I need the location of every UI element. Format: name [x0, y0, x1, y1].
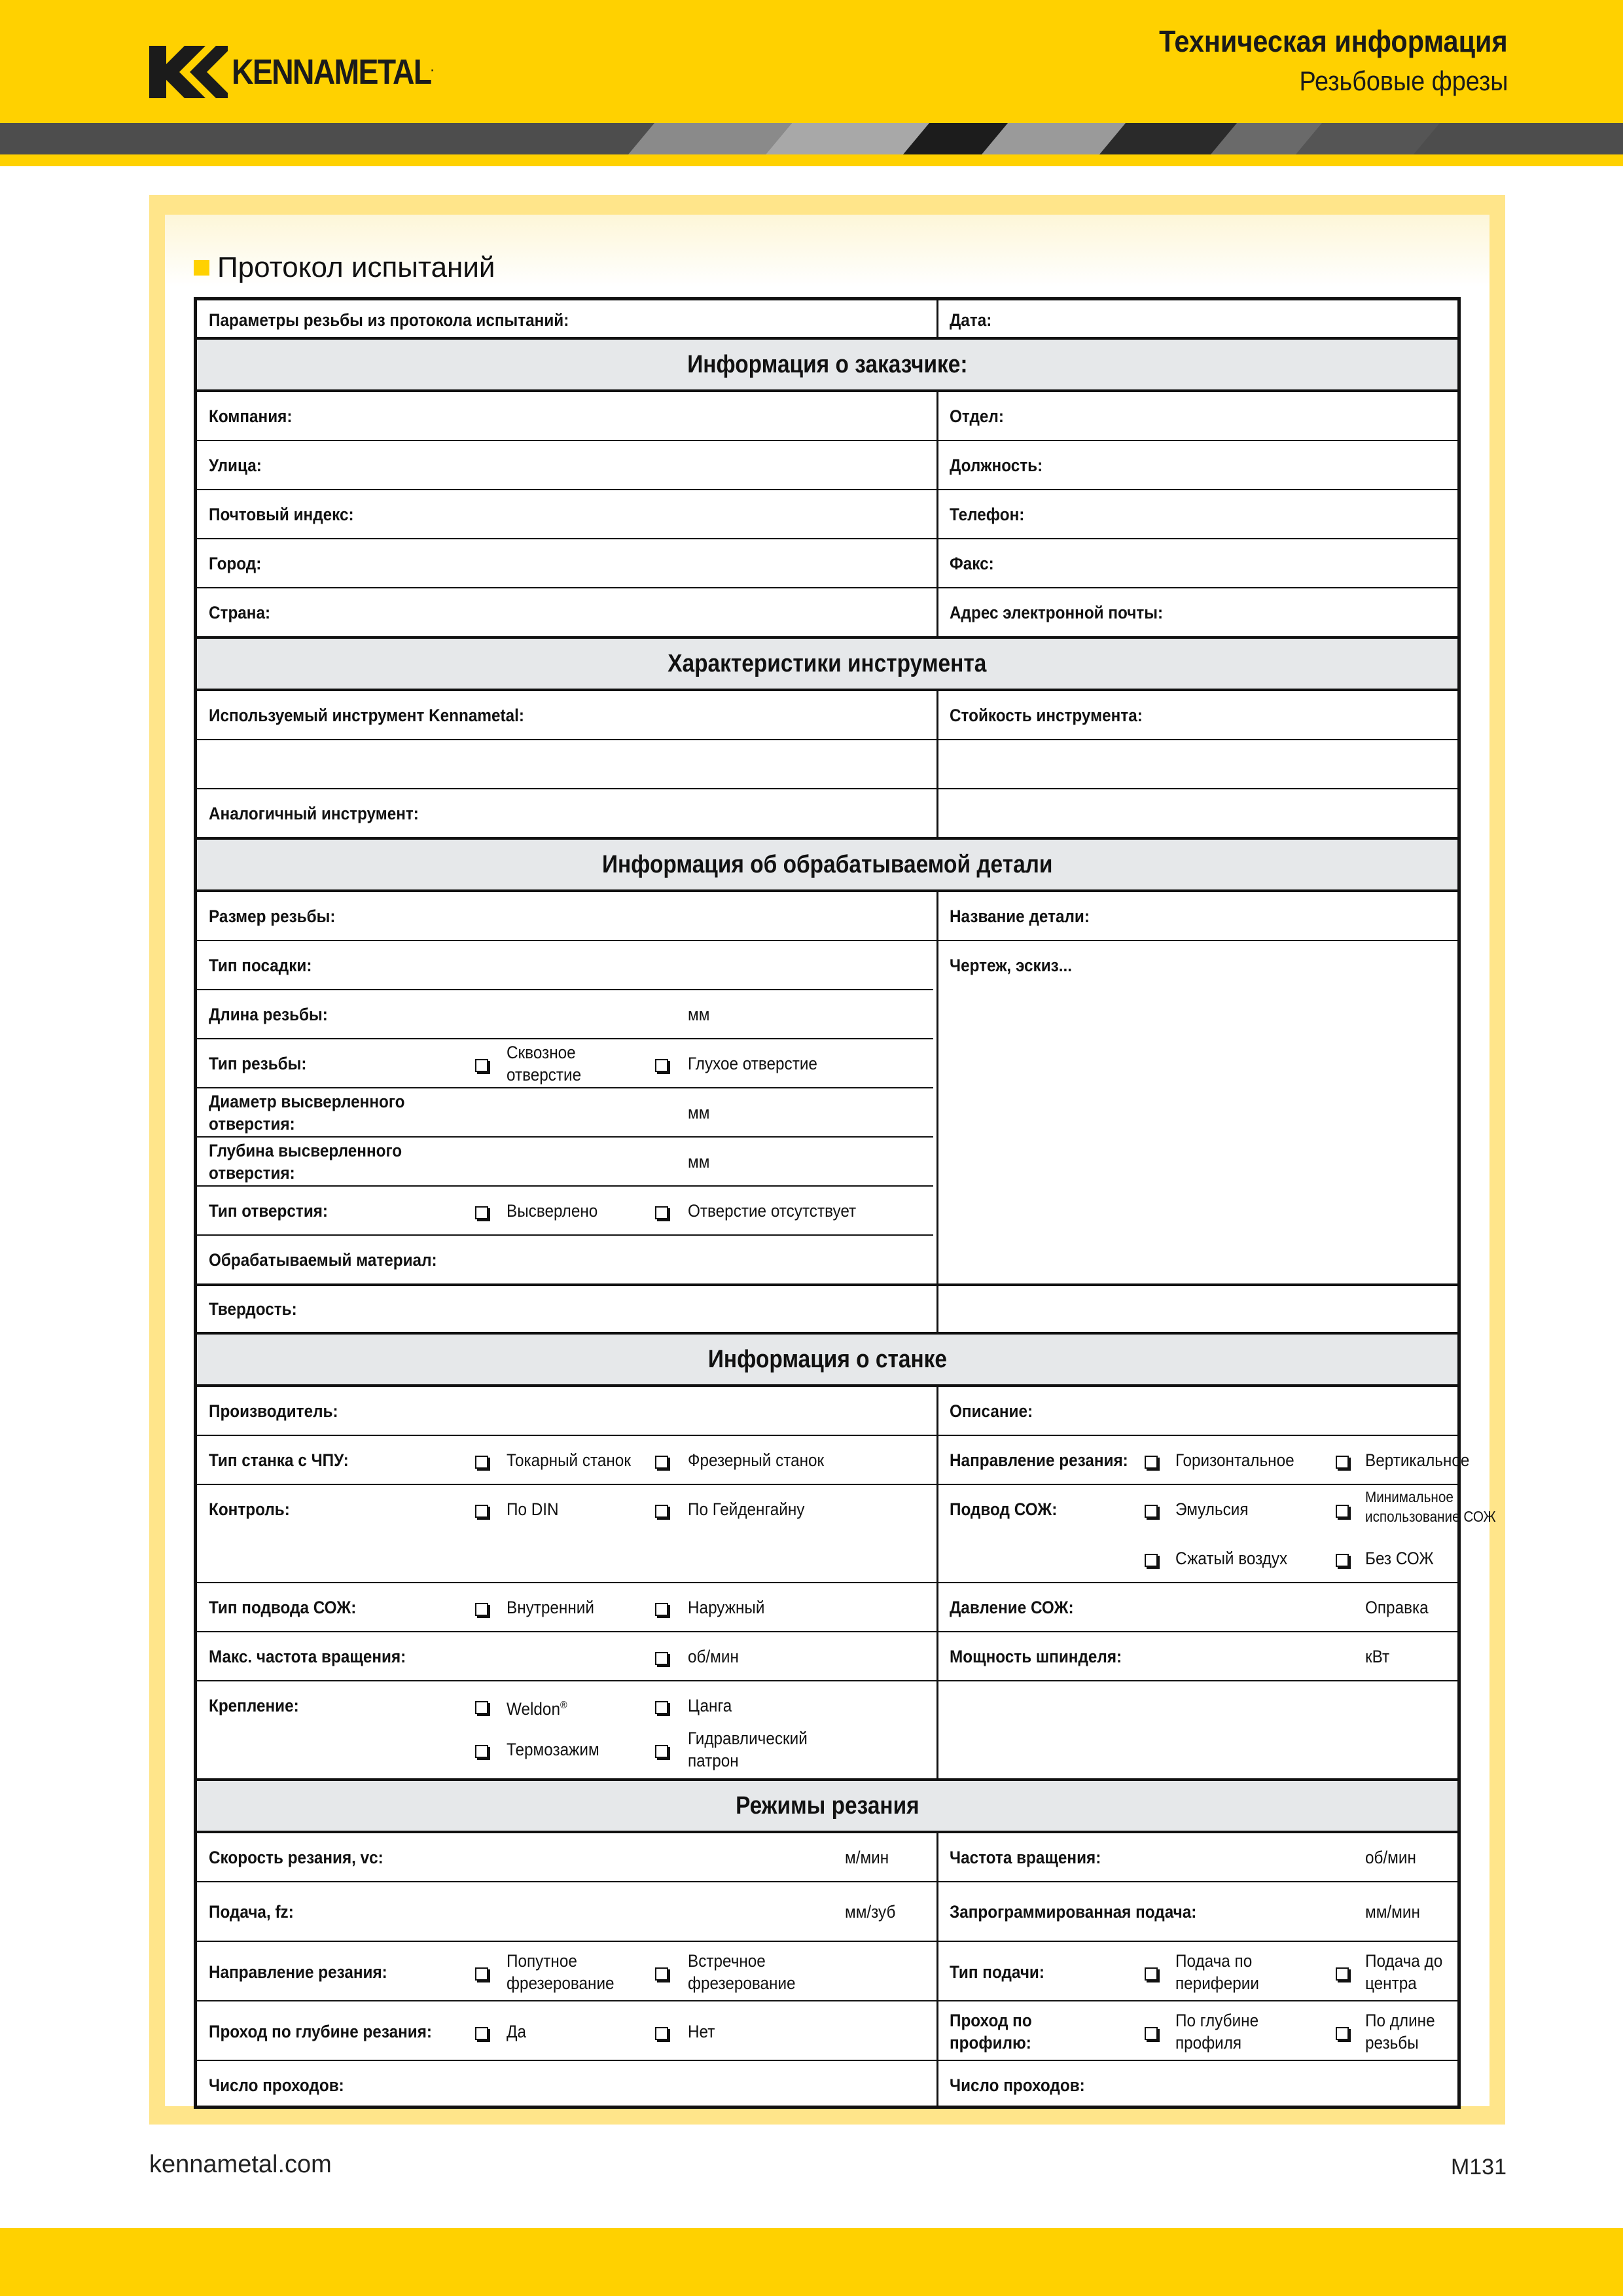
heidenhain-label: По Гейденгайну: [688, 1499, 805, 1519]
section-workpiece-heading: Информация об обрабатываемой детали: [601, 850, 1053, 878]
stripe-pattern: [0, 123, 1623, 154]
external-checkbox[interactable]: [655, 1603, 668, 1616]
collet-label: Цанга: [688, 1696, 732, 1715]
section-cutting: [197, 1781, 1457, 1833]
row-clamping: [197, 1681, 1457, 1781]
company-field[interactable]: Компания:: [209, 406, 293, 426]
shrink-fit-label: Термозажим: [507, 1740, 599, 1759]
section-cutting-heading: Режимы резания: [735, 1791, 919, 1820]
heidenhain-checkbox[interactable]: [655, 1505, 668, 1518]
header-stripe-bottom: [0, 154, 1623, 166]
no-coolant-checkbox[interactable]: [1336, 1554, 1349, 1567]
header-title: Техническая информация: [1159, 24, 1508, 58]
internal-label: Внутренний: [507, 1598, 594, 1617]
vertical-label: Вертикальное: [1365, 1450, 1470, 1470]
conventional-milling-checkbox[interactable]: [655, 1967, 668, 1981]
no-checkbox[interactable]: [655, 2027, 668, 2040]
internal-checkbox[interactable]: [475, 1603, 488, 1616]
drilled-depth-unit: мм: [688, 1152, 710, 1172]
row-company: [197, 392, 1457, 441]
divider: [936, 300, 938, 340]
rotation-speed-field[interactable]: Частота вращения:: [950, 1848, 1101, 1867]
drilled-diameter-label-1: Диаметр высверленного: [209, 1092, 405, 1111]
mm-tooth-unit: мм/зуб: [845, 1902, 896, 1922]
hydraulic-label-1: Гидравлический: [688, 1729, 808, 1748]
section-workpiece: [197, 840, 1457, 892]
row-postal: [197, 490, 1457, 539]
email-field[interactable]: Адрес электронной почты:: [950, 603, 1164, 622]
by-length-checkbox[interactable]: [1336, 2027, 1349, 2040]
coolant-type-label: Тип подвода СОЖ:: [209, 1598, 357, 1617]
m-min-unit: м/мин: [845, 1848, 889, 1867]
center-feed-checkbox[interactable]: [1336, 1967, 1349, 1981]
row-thread-size: [197, 892, 1457, 941]
drilled-depth-label-1: Глубина высверленного: [209, 1141, 402, 1160]
mql-label-1: Минимальное: [1365, 1488, 1454, 1505]
form-inner: [165, 215, 1496, 2106]
row-coolant-type: [197, 1583, 1457, 1632]
cutting-speed-field[interactable]: Скорость резания, vc:: [209, 1848, 383, 1867]
drawing-area[interactable]: Чертеж, эскиз...: [950, 956, 1072, 975]
thread-size-field[interactable]: Размер резьбы:: [209, 906, 336, 926]
passes-field-right[interactable]: Число проходов:: [950, 2075, 1085, 2095]
profile-pass-label-1: Проход по: [950, 2011, 1032, 2030]
section-machine-heading: Информация о станке: [707, 1345, 947, 1373]
divider: [936, 392, 938, 639]
by-depth-label-2: профиля: [1175, 2033, 1242, 2053]
by-length-label-2: резьбы: [1365, 2033, 1419, 2053]
emulsion-checkbox[interactable]: [1145, 1505, 1158, 1518]
drilled-label: Высверлено: [507, 1201, 598, 1221]
climb-milling-label-2: фрезерование: [507, 1973, 615, 1993]
title-square-icon: [194, 260, 209, 276]
country-field[interactable]: Страна:: [209, 603, 271, 622]
weldon-label: [507, 1695, 567, 1720]
part-name-field[interactable]: Название детали:: [950, 906, 1090, 926]
conventional-milling-label-2: фрезерование: [688, 1973, 796, 1993]
blind-hole-label: Глухое отверстие: [688, 1054, 817, 1073]
lathe-label: Токарный станок: [507, 1450, 631, 1470]
kennametal-k-icon: [149, 46, 228, 98]
feed-type-label: Тип подачи:: [950, 1962, 1044, 1982]
description-field[interactable]: Описание:: [950, 1401, 1033, 1421]
page-number: M131: [1450, 2155, 1507, 2179]
form-title: [194, 251, 495, 284]
row-country: [197, 588, 1457, 639]
no-label: Нет: [688, 2022, 715, 2041]
compressed-air-label: Сжатый воздух: [1175, 1549, 1288, 1568]
by-length-label-1: По длине: [1365, 2011, 1435, 2030]
din-checkbox[interactable]: [475, 1505, 488, 1518]
row-manufacturer: [197, 1387, 1457, 1436]
hydraulic-label-2: патрон: [688, 1751, 739, 1770]
no-hole-checkbox[interactable]: [655, 1206, 668, 1219]
control-label: Контроль:: [209, 1499, 290, 1519]
department-field[interactable]: Отдел:: [950, 406, 1004, 426]
max-speed-field[interactable]: Макс. частота вращения:: [209, 1647, 406, 1666]
peripheral-feed-label-1: Подача по: [1175, 1951, 1253, 1971]
drilled-diameter-unit: мм: [688, 1103, 710, 1122]
compressed-air-checkbox[interactable]: [1145, 1554, 1158, 1567]
street-field[interactable]: Улица:: [209, 456, 262, 475]
passes-field-left[interactable]: Число проходов:: [209, 2075, 344, 2095]
fax-field[interactable]: Факс:: [950, 554, 994, 573]
row-street: [197, 441, 1457, 490]
programmed-feed-field[interactable]: Запрограммированная подача:: [950, 1902, 1197, 1922]
arbor-label: Оправка: [1365, 1598, 1429, 1617]
by-depth-label-1: По глубине: [1175, 2011, 1259, 2030]
mql-checkbox[interactable]: [1336, 1505, 1349, 1518]
thread-type-label: Тип резьбы:: [209, 1054, 307, 1073]
vertical-checkbox[interactable]: [1336, 1456, 1349, 1469]
header-subtitle: Резьбовые фрезы: [1298, 65, 1508, 96]
thread-length-field[interactable]: Длина резьбы:: [209, 1005, 328, 1024]
cutting-direction-label: Направление резания:: [209, 1962, 387, 1982]
similar-tool-field[interactable]: Аналогичный инструмент:: [209, 804, 419, 823]
hole-type-label: Тип отверстия:: [209, 1201, 329, 1221]
feed-field[interactable]: Подача, fz:: [209, 1902, 294, 1922]
profile-pass-label-2: профилю:: [950, 2033, 1031, 2053]
row-tool-blank: [197, 740, 1457, 789]
mql-label-2: использование СОЖ: [1365, 1508, 1496, 1525]
through-hole-label-2: отверстие: [507, 1065, 582, 1085]
test-protocol-table: [194, 297, 1496, 2109]
collet-checkbox[interactable]: [655, 1701, 668, 1714]
coolant-supply-label: Подвод СОЖ:: [950, 1499, 1058, 1519]
row-hardness: [197, 1285, 1457, 1335]
rotation-unit: об/мин: [1365, 1848, 1416, 1867]
yes-label: Да: [507, 2022, 526, 2041]
hydraulic-checkbox[interactable]: [655, 1745, 668, 1758]
cut-direction-label: Направление резания:: [950, 1450, 1128, 1470]
row-city: [197, 539, 1457, 588]
yes-checkbox[interactable]: [475, 2027, 488, 2040]
mm-min-unit: мм/мин: [1365, 1902, 1420, 1922]
divider: [936, 691, 938, 840]
din-label: По DIN: [507, 1499, 559, 1519]
coolant-pressure-field[interactable]: Давление СОЖ:: [950, 1598, 1074, 1617]
external-label: Наружный: [688, 1598, 765, 1617]
section-customer: [197, 340, 1457, 392]
thread-params-field[interactable]: Параметры резьбы из протокола испытаний:: [209, 310, 569, 330]
row-speed: [197, 1833, 1457, 1882]
weldon-text: Weldon: [507, 1699, 560, 1719]
divider: [936, 1387, 938, 1781]
clamping-label: Крепление:: [209, 1696, 299, 1715]
kw-label: кВт: [1365, 1647, 1390, 1666]
brand-name: KENNAMETAL.: [232, 52, 434, 92]
page-header: [0, 0, 1623, 123]
footer-url[interactable]: kennametal.com: [149, 2151, 332, 2178]
peripheral-feed-checkbox[interactable]: [1145, 1967, 1158, 1981]
horizontal-checkbox[interactable]: [1145, 1456, 1158, 1469]
section-tool-heading: Характеристики инструмента: [668, 649, 987, 677]
divider: [936, 1833, 938, 2106]
city-field[interactable]: Город:: [209, 554, 262, 573]
cnc-type-label: Тип станка с ЧПУ:: [209, 1450, 349, 1470]
position-field[interactable]: Должность:: [950, 456, 1043, 475]
rpm-checkbox[interactable]: [655, 1652, 668, 1665]
peripheral-feed-label-2: периферии: [1175, 1973, 1259, 1993]
no-coolant-label: Без СОЖ: [1365, 1549, 1434, 1568]
weldon-checkbox[interactable]: [475, 1701, 488, 1714]
kennametal-logo: [149, 46, 467, 98]
no-hole-label: Отверстие отсутствует: [688, 1201, 857, 1221]
postal-code-field[interactable]: Почтовый индекс:: [209, 505, 354, 524]
section-tool: [197, 639, 1457, 691]
horizontal-label: Горизонтальное: [1175, 1450, 1294, 1470]
phone-field[interactable]: Телефон:: [950, 505, 1025, 524]
mill-label: Фрезерный станок: [688, 1450, 825, 1470]
blind-hole-checkbox[interactable]: [655, 1059, 668, 1072]
used-tool-field[interactable]: Используемый инструмент Kennametal:: [209, 706, 524, 725]
mill-checkbox[interactable]: [655, 1456, 668, 1469]
shrink-fit-checkbox[interactable]: [475, 1745, 488, 1758]
depth-pass-label: Проход по глубине резания:: [209, 2022, 432, 2041]
drilled-checkbox[interactable]: [475, 1206, 488, 1219]
section-customer-heading: Информация о заказчике:: [687, 350, 968, 378]
header-stripe: [0, 123, 1623, 154]
manufacturer-field[interactable]: Производитель:: [209, 1401, 338, 1421]
section-machine: [197, 1335, 1457, 1387]
tool-life-field[interactable]: Стойкость инструмента:: [950, 706, 1143, 725]
climb-milling-checkbox[interactable]: [475, 1967, 488, 1981]
form-title-text: Протокол испытаний: [217, 251, 495, 283]
section-rule: [197, 1283, 1457, 1286]
thread-length-unit: мм: [688, 1005, 710, 1024]
through-hole-checkbox[interactable]: [475, 1059, 488, 1072]
drilled-depth-label-2: отверстия:: [209, 1163, 295, 1183]
by-depth-checkbox[interactable]: [1145, 2027, 1158, 2040]
lathe-checkbox[interactable]: [475, 1456, 488, 1469]
row-passes: [197, 2061, 1457, 2106]
material-field[interactable]: Обрабатываемый материал:: [209, 1250, 437, 1270]
form-frame: [149, 195, 1505, 2125]
emulsion-label: Эмульсия: [1175, 1499, 1249, 1519]
drilled-diameter-label-2: отверстия:: [209, 1114, 295, 1134]
rpm-label: об/мин: [688, 1647, 739, 1666]
row-feed: [197, 1882, 1457, 1942]
date-field[interactable]: Дата:: [950, 310, 992, 330]
spindle-power-field[interactable]: Мощность шпинделя:: [950, 1647, 1122, 1666]
footer-bar: [0, 2228, 1623, 2296]
conventional-milling-label-1: Встречное: [688, 1951, 766, 1971]
fit-type-field[interactable]: Тип посадки:: [209, 956, 312, 975]
through-hole-label-1: Сквозное: [507, 1043, 576, 1062]
center-feed-label-2: центра: [1365, 1973, 1417, 1993]
climb-milling-label-1: Попутное: [507, 1951, 577, 1971]
center-feed-label-1: Подача до: [1365, 1951, 1443, 1971]
hardness-field[interactable]: Твердость:: [209, 1299, 297, 1319]
registered-mark: ®: [560, 1700, 567, 1711]
